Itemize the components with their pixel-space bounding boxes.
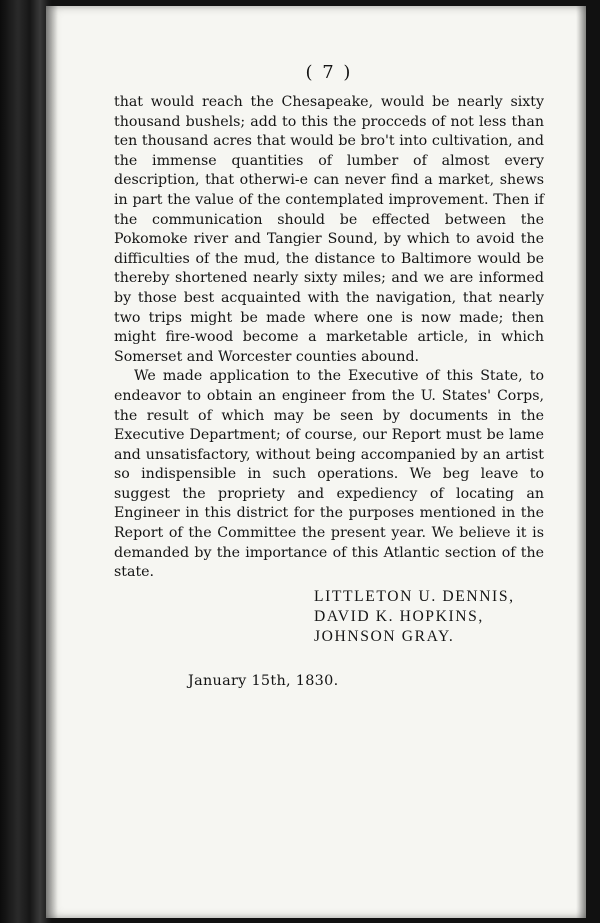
paragraph-continuation: that would reach the Chesapeake, would be nearly sixty thousand bushels; add to this the procceds of not less than ten thousand acres that would be bro't into cultivation, and the immense quantities of lumber of almost every description, that otherwi-e can never find a market, shews in part the value of the contemplated improvement. Then if the communication should be effected between the Pokomoke river and Tangier Sound, by which to avoid the difficulties of the mud, the distance to Baltimore would be thereby shortened nearly sixty miles; and we are informed by those best acquainted with the navigation, that nearly two trips might be made where one is now made; then might fire-wood become a marketable article, in which Somerset and Worcester counties abound. (114, 94, 544, 365)
document-date: January 15th, 1830. (188, 672, 339, 689)
signatory-name: DAVID K. HOPKINS, (314, 607, 484, 625)
signatory-name: JOHNSON GRAY. (314, 627, 455, 645)
signatory-name: LITTLETON U. DENNIS, (314, 587, 515, 605)
page-number: ( 7 ) (305, 62, 353, 83)
page-shadow-right (576, 6, 586, 918)
page-shadow-left (46, 6, 58, 918)
signature-block (114, 587, 544, 647)
paragraph-application: We made application to the Executive of this State, to endeavor to obtain an engineer from the U. States' Corps, the result of which may be seen by documents in the Executive Department; of course, our Report must be lame and unsatisfactory, without being accompanied by an artist so indispensible in such operations. We beg leave to suggest the propriety and expediency of locating an Engineer in this district for the purposes mentioned in the Report of the Committee the present year. We believe it is demanded by the importance of this Atlantic section of the state. (114, 368, 544, 581)
document-body (114, 62, 544, 689)
